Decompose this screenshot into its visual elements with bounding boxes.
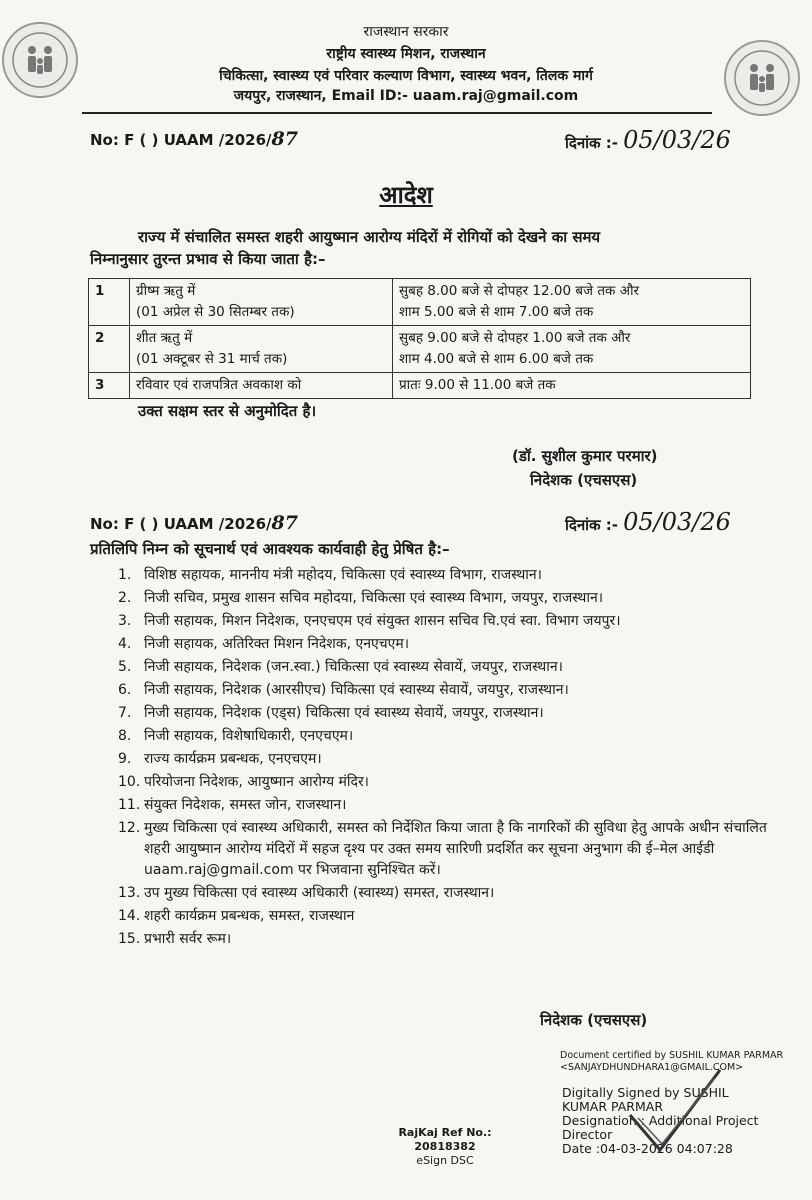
list-item-text: निजी सहायक, अतिरिक्त मिशन निदेशक, एनएचएम। bbox=[144, 636, 410, 652]
order-date bbox=[565, 126, 731, 154]
list-item bbox=[118, 634, 768, 655]
list-item-number: 15. bbox=[118, 931, 141, 947]
list-item-number: 5. bbox=[118, 659, 132, 675]
list-item bbox=[118, 703, 768, 724]
order-intro-line1: राज्य में संचालित समस्त शहरी आयुष्मान आरोग्य मंदिरों में रोगियों को देखने का समय bbox=[138, 228, 601, 246]
list-item bbox=[118, 906, 768, 927]
list-item-number: 3. bbox=[118, 613, 132, 629]
season-label: ग्रीष्म ऋतु में bbox=[136, 283, 196, 299]
list-item bbox=[118, 818, 768, 881]
list-item bbox=[118, 883, 768, 904]
list-item-number: 10. bbox=[118, 774, 141, 790]
list-item-number: 12. bbox=[118, 820, 141, 836]
copy-ref-handwritten: 87 bbox=[271, 512, 298, 534]
ds-line-2: KUMAR PARMAR bbox=[562, 1099, 664, 1114]
copy-ref-printed: No: F ( ) UAAM /2026/ bbox=[90, 515, 272, 533]
list-item-text: निजी सहायक, निदेशक (जन.स्वा.) चिकित्सा एवं स्वास्थ्य सेवायें, जयपुर, राजस्थान। bbox=[144, 659, 563, 675]
ds-line-5: Date :04-03-2026 04:07:28 bbox=[562, 1141, 733, 1156]
table-row bbox=[89, 279, 751, 326]
signatory-name: (डॉ. सुशील कुमार परमार) bbox=[512, 447, 658, 465]
list-item-text: राज्य कार्यक्रम प्रबन्धक, एनएचएम। bbox=[144, 751, 322, 767]
list-item bbox=[118, 565, 768, 586]
list-item bbox=[118, 929, 768, 950]
list-item bbox=[118, 657, 768, 678]
season-period: (01 अप्रेल से 30 सितम्बर तक) bbox=[136, 304, 295, 320]
list-item-text: निजी सहायक, विशेषाधिकारी, एनएचएम। bbox=[144, 728, 354, 744]
table-row bbox=[89, 373, 751, 399]
header-department: चिकित्सा, स्वास्थ्य एवं परिवार कल्याण विभाग, स्वास्थ्य भवन, तिलक मार्ग bbox=[219, 68, 593, 84]
season-period: (01 अक्टूबर से 31 मार्च तक) bbox=[136, 351, 288, 367]
list-item-text: प्रभारी सर्वर रूम। bbox=[144, 931, 232, 947]
season-label: रविवार एवं राजपत्रित अवकाश को bbox=[130, 373, 393, 399]
order-ref-number bbox=[90, 128, 298, 150]
list-item bbox=[118, 588, 768, 609]
header-mission: राष्ट्रीय स्वास्थ्य मिशन, राजस्थान bbox=[326, 46, 486, 62]
list-item-number: 1. bbox=[118, 567, 132, 583]
list-item-text: निजी सहायक, निदेशक (एड्स) चिकित्सा एवं स्वास्थ्य सेवायें, जयपुर, राजस्थान। bbox=[144, 705, 544, 721]
copy-ref-number bbox=[90, 512, 298, 534]
row-number: 3 bbox=[89, 373, 130, 399]
list-item-text: मुख्य चिकित्सा एवं स्वास्थ्य अधिकारी, समस्त को निर्देशित किया जाता है कि नागरिकों की सुविधा हेतु आपके अधीन संचालित शहरी आयुष्मान आरोग्य मंदिरों में सहज दृश्य पर उक्त समय सारिणी प्रदर्शित कर सूचना अनुभाग की ई–मेल आईडी uaam.raj@gmail.com पर भिजवाना सुनिश्चित करें। bbox=[144, 820, 767, 878]
list-item bbox=[118, 680, 768, 701]
list-item-text: विशिष्ठ सहायक, माननीय मंत्री महोदय, चिकित्सा एवं स्वास्थ्य विभाग, राजस्थान। bbox=[144, 567, 542, 583]
order-title: आदेश bbox=[379, 181, 433, 209]
signatory-title: निदेशक (एचसएस) bbox=[530, 471, 638, 489]
header-address-email: जयपुर, राजस्थान, Email ID:- uaam.raj@gmail.com bbox=[233, 88, 579, 104]
signature-check-icon bbox=[620, 1060, 730, 1170]
row-number: 1 bbox=[89, 279, 130, 326]
ds-line-1: Digitally Signed by SUSHIL bbox=[562, 1085, 729, 1100]
rajkaj-ref bbox=[390, 1126, 500, 1168]
list-item-number: 6. bbox=[118, 682, 132, 698]
copy-date-handwritten: 05/03/26 bbox=[623, 508, 731, 536]
copy-recipient-list bbox=[118, 565, 768, 952]
header-govt: राजस्थान सरकार bbox=[363, 24, 449, 40]
timing-morning: प्रातः 9.00 से 11.00 बजे तक bbox=[393, 373, 751, 399]
list-item-text: निजी सहायक, मिशन निदेशक, एनएचएम एवं संयुक्त शासन सचिव चि.एवं स्वा. विभाग जयपुर। bbox=[144, 613, 621, 629]
list-item bbox=[118, 611, 768, 632]
esign-label: eSign DSC bbox=[416, 1154, 474, 1167]
list-item-number: 13. bbox=[118, 885, 141, 901]
order-intro-line2: निम्नानुसार तुरन्त प्रभाव से किया जाता है:– bbox=[90, 250, 326, 268]
row-number: 2 bbox=[89, 326, 130, 373]
list-item-number: 9. bbox=[118, 751, 132, 767]
list-item bbox=[118, 795, 768, 816]
copy-signatory-title: निदेशक (एचसएस) bbox=[540, 1011, 648, 1029]
timing-cell bbox=[393, 326, 751, 373]
ds-line-3: Designation : Additional Project bbox=[562, 1113, 759, 1128]
list-item bbox=[118, 749, 768, 770]
order-ref-handwritten: 87 bbox=[271, 128, 298, 150]
list-item-text: शहरी कार्यक्रम प्रबन्धक, समस्त, राजस्थान bbox=[144, 908, 355, 924]
list-item-number: 7. bbox=[118, 705, 132, 721]
list-item bbox=[118, 726, 768, 747]
rajkaj-label: RajKaj Ref No.: bbox=[398, 1126, 492, 1139]
table-row bbox=[89, 326, 751, 373]
list-item-number: 14. bbox=[118, 908, 141, 924]
approval-note: उक्त सक्षम स्तर से अनुमोदित है। bbox=[138, 402, 317, 420]
list-item-number: 8. bbox=[118, 728, 132, 744]
list-item-text: निजी सहायक, निदेशक (आरसीएच) चिकित्सा एवं स्वास्थ्य सेवायें, जयपुर, राजस्थान। bbox=[144, 682, 569, 698]
list-item-number: 4. bbox=[118, 636, 132, 652]
list-item-number: 2. bbox=[118, 590, 132, 606]
certified-by: Document certified by SUSHIL KUMAR PARMAR bbox=[560, 1050, 784, 1061]
list-item-text: संयुक्त निदेशक, समस्त जोन, राजस्थान। bbox=[144, 797, 347, 813]
list-item-text: परियोजना निदेशक, आयुष्मान आरोग्य मंदिर। bbox=[144, 774, 369, 790]
timing-evening: शाम 4.00 बजे से शाम 6.00 बजे तक bbox=[399, 351, 594, 367]
timing-cell bbox=[393, 279, 751, 326]
season-cell bbox=[130, 326, 393, 373]
ds-line-4: Director bbox=[562, 1127, 613, 1142]
timing-morning: सुबह 8.00 बजे से दोपहर 12.00 बजे तक और bbox=[399, 283, 640, 299]
season-label: शीत ऋतु में bbox=[136, 330, 193, 346]
timing-morning: सुबह 9.00 बजे से दोपहर 1.00 बजे तक और bbox=[399, 330, 631, 346]
order-date-handwritten: 05/03/26 bbox=[623, 126, 731, 154]
list-item-number: 11. bbox=[118, 797, 141, 813]
order-ref-printed: No: F ( ) UAAM /2026/ bbox=[90, 131, 272, 149]
timing-evening: शाम 5.00 बजे से शाम 7.00 बजे तक bbox=[399, 304, 594, 320]
rajkaj-number: 20818382 bbox=[414, 1140, 476, 1153]
season-cell bbox=[130, 279, 393, 326]
certified-email: <SANJAYDHUNDHARA1@GMAIL.COM> bbox=[560, 1062, 744, 1073]
order-date-label: दिनांक :- bbox=[565, 134, 619, 152]
list-item bbox=[118, 772, 768, 793]
copy-date bbox=[565, 508, 731, 536]
copy-heading: प्रतिलिपि निम्न को सूचनार्थ एवं आवश्यक कार्यवाही हेतु प्रेषित है:– bbox=[90, 540, 450, 558]
list-item-text: उप मुख्य चिकित्सा एवं स्वास्थ्य अधिकारी (स्वास्थ्य) समस्त, राजस्थान। bbox=[144, 885, 495, 901]
copy-date-label: दिनांक :- bbox=[565, 516, 619, 534]
schedule-table bbox=[88, 278, 751, 399]
header-divider bbox=[82, 112, 712, 114]
list-item-text: निजी सचिव, प्रमुख शासन सचिव महोदया, चिकित्सा एवं स्वास्थ्य विभाग, जयपुर, राजस्थान। bbox=[144, 590, 604, 606]
